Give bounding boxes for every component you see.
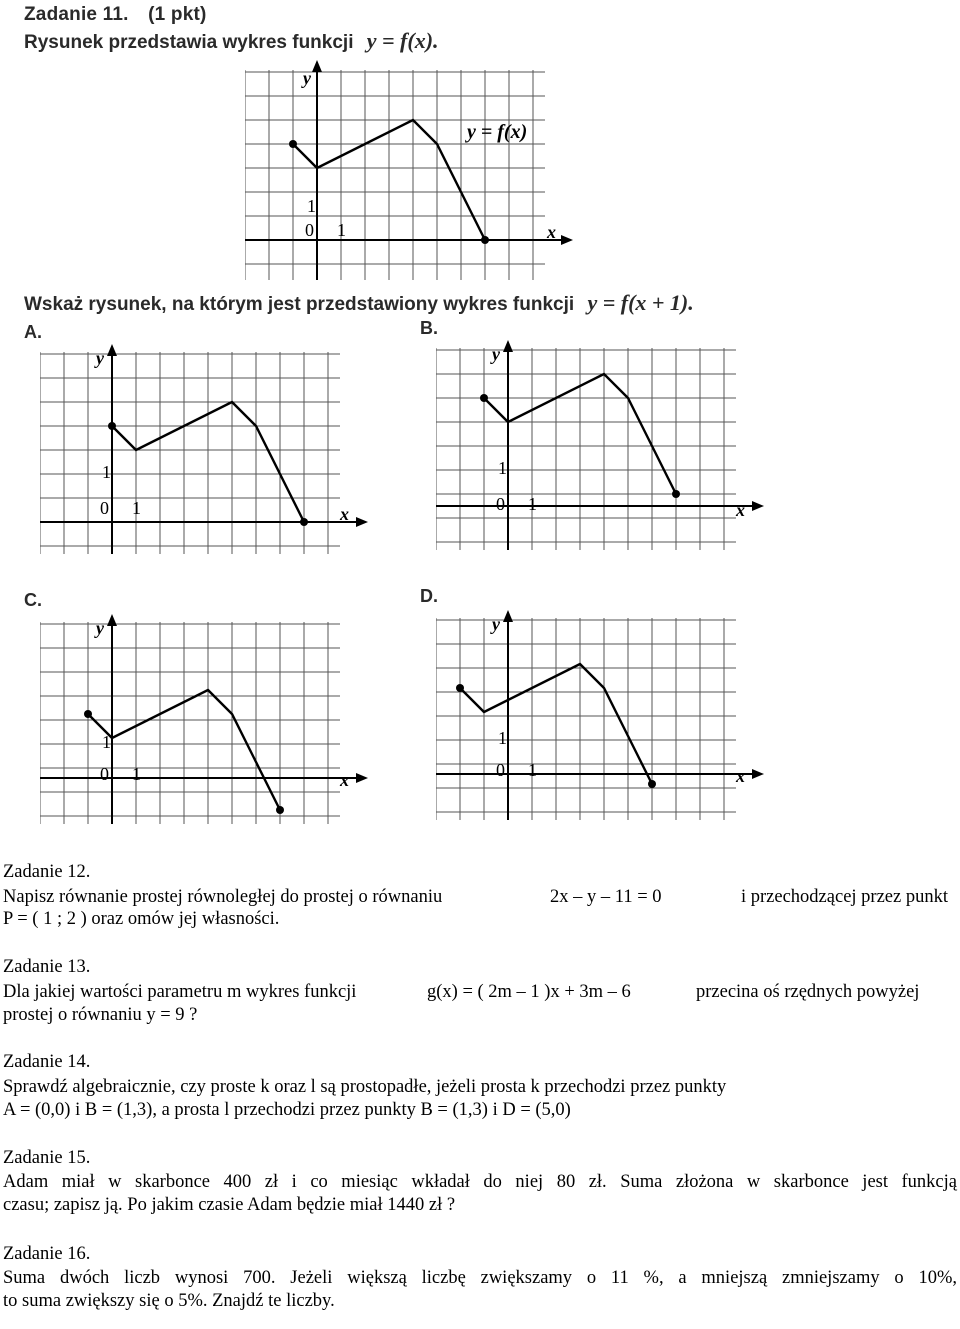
main-grid (245, 70, 545, 280)
main-y-label: y (303, 68, 311, 88)
option-b-y-label: y (492, 344, 500, 364)
option-c-label: C. (24, 590, 42, 610)
task-16-line1: Suma dwóch liczb wynosi 700. Jeżeli większą liczbę zwiększamy o 11 %, a mniejszą zmniejszamy o 10%, (3, 1268, 957, 1288)
option-c-start-point (84, 710, 92, 718)
option-a-y-label: y (96, 348, 104, 368)
option-c-x-one: 1 (132, 764, 141, 784)
question-prompt (24, 290, 694, 316)
option-b-y-one: 1 (498, 458, 507, 478)
task-15-line2: czasu; zapisz ją. Po jakim czasie Adam będzie miał 1440 zł ? (3, 1195, 456, 1215)
task-12-equation: 2x – y – 11 = 0 (550, 887, 662, 907)
intro-math: y = f(x). (366, 28, 439, 53)
main-y-one: 1 (307, 196, 316, 216)
task-16-title: Zadanie 16. (3, 1244, 91, 1264)
option-c-x-label: x (340, 770, 349, 790)
intro-text: Rysunek przedstawia wykres funkcji (24, 32, 354, 53)
task-12-line1a: Napisz równanie prostej równoległej do prostej o równaniu (3, 887, 443, 907)
main-curve-label: y = f(x) (467, 121, 528, 143)
option-b-x-label: x (736, 500, 745, 520)
option-d-x-label: x (736, 766, 745, 786)
option-d-x-one: 1 (528, 760, 537, 780)
task-13-line2: prostej o równaniu y = 9 ? (3, 1005, 198, 1025)
option-b-y-arrow (503, 340, 513, 352)
option-b-x-one: 1 (528, 494, 537, 514)
option-c-y-label: y (96, 618, 104, 638)
option-c-y-one: 1 (102, 732, 111, 752)
task-13-line1a: Dla jakiej wartości parametru m wykres funkcji (3, 982, 357, 1002)
option-c-x-arrow (356, 773, 368, 783)
task-14-line1: Sprawdź algebraicznie, czy proste k oraz l są prostopadłe, jeżeli prosta k przechodzi przez punkty (3, 1077, 727, 1097)
option-a-y-arrow (107, 344, 117, 356)
option-d-graph (436, 610, 766, 820)
main-origin-label: 0 (305, 220, 314, 240)
task-13-title: Zadanie 13. (3, 957, 91, 977)
option-a-y-one: 1 (102, 462, 111, 482)
option-d-start-point (456, 684, 464, 692)
option-d-x-arrow (752, 769, 764, 779)
option-a-x-label: x (340, 504, 349, 524)
task-16-line2: to suma zwiększy się o 5%. Znajdź te liczby. (3, 1291, 335, 1311)
option-a-end-point (300, 518, 308, 526)
option-a-origin-label: 0 (100, 498, 109, 518)
task-15-title: Zadanie 15. (3, 1148, 91, 1168)
option-d-origin-label: 0 (496, 760, 505, 780)
option-d-svg (436, 610, 766, 820)
option-a-label: A. (24, 322, 42, 342)
task-12-line2: P = ( 1 ; 2 ) oraz omów jej własności. (3, 909, 280, 929)
task-11-title: Zadanie 11. (24, 4, 129, 25)
main-graph-svg (245, 60, 575, 280)
main-y-arrow (312, 60, 322, 72)
option-d-label: D. (420, 586, 438, 606)
option-a-start-point (108, 422, 116, 430)
question-text: Wskaż rysunek, na którym jest przedstawiony wykres funkcji (24, 294, 575, 315)
task-11-points: (1 pkt) (148, 4, 207, 25)
task-12-line1c: i przechodzącej przez punkt (741, 887, 948, 907)
task-11-heading (24, 4, 207, 26)
option-a-x-one: 1 (132, 498, 141, 518)
main-x-one: 1 (337, 220, 346, 240)
question-math: y = f(x + 1). (587, 290, 694, 315)
option-b-origin-label: 0 (496, 494, 505, 514)
option-c-end-point (276, 806, 284, 814)
task-12-title: Zadanie 12. (3, 862, 91, 882)
task-15-line1: Adam miał w skarbonce 400 zł i co miesiąc wkładał do niej 80 zł. Suma złożona w skarbonce jest funkcją (3, 1172, 957, 1192)
option-a-svg (40, 344, 370, 554)
main-function-graph (245, 60, 575, 280)
option-b-start-point (480, 394, 488, 402)
option-d-end-point (648, 780, 656, 788)
option-b-x-arrow (752, 501, 764, 511)
option-c-origin-label: 0 (100, 764, 109, 784)
option-c-y-arrow (107, 614, 117, 626)
option-c-graph (40, 614, 370, 824)
option-b-svg (436, 340, 766, 550)
main-x-label: x (547, 222, 556, 242)
option-b-graph (436, 340, 766, 550)
option-a-x-arrow (356, 517, 368, 527)
option-d-y-arrow (503, 610, 513, 622)
main-x-arrow (561, 235, 573, 245)
option-b-end-point (672, 490, 680, 498)
main-start-point (289, 140, 297, 148)
task-14-title: Zadanie 14. (3, 1052, 91, 1072)
task-14-line2: A = (0,0) i B = (1,3), a prosta l przechodzi przez punkty B = (1,3) i D = (5,0) (3, 1100, 571, 1120)
task-11-intro (24, 28, 439, 54)
task-13-line1c: przecina oś rzędnych powyżej (696, 982, 920, 1002)
option-d-y-label: y (492, 614, 500, 634)
main-end-point (481, 236, 489, 244)
option-a-graph (40, 344, 370, 554)
task-13-function: g(x) = ( 2m – 1 )x + 3m – 6 (427, 982, 631, 1002)
option-b-label: B. (420, 318, 438, 338)
option-d-y-one: 1 (498, 728, 507, 748)
option-c-svg (40, 614, 370, 824)
